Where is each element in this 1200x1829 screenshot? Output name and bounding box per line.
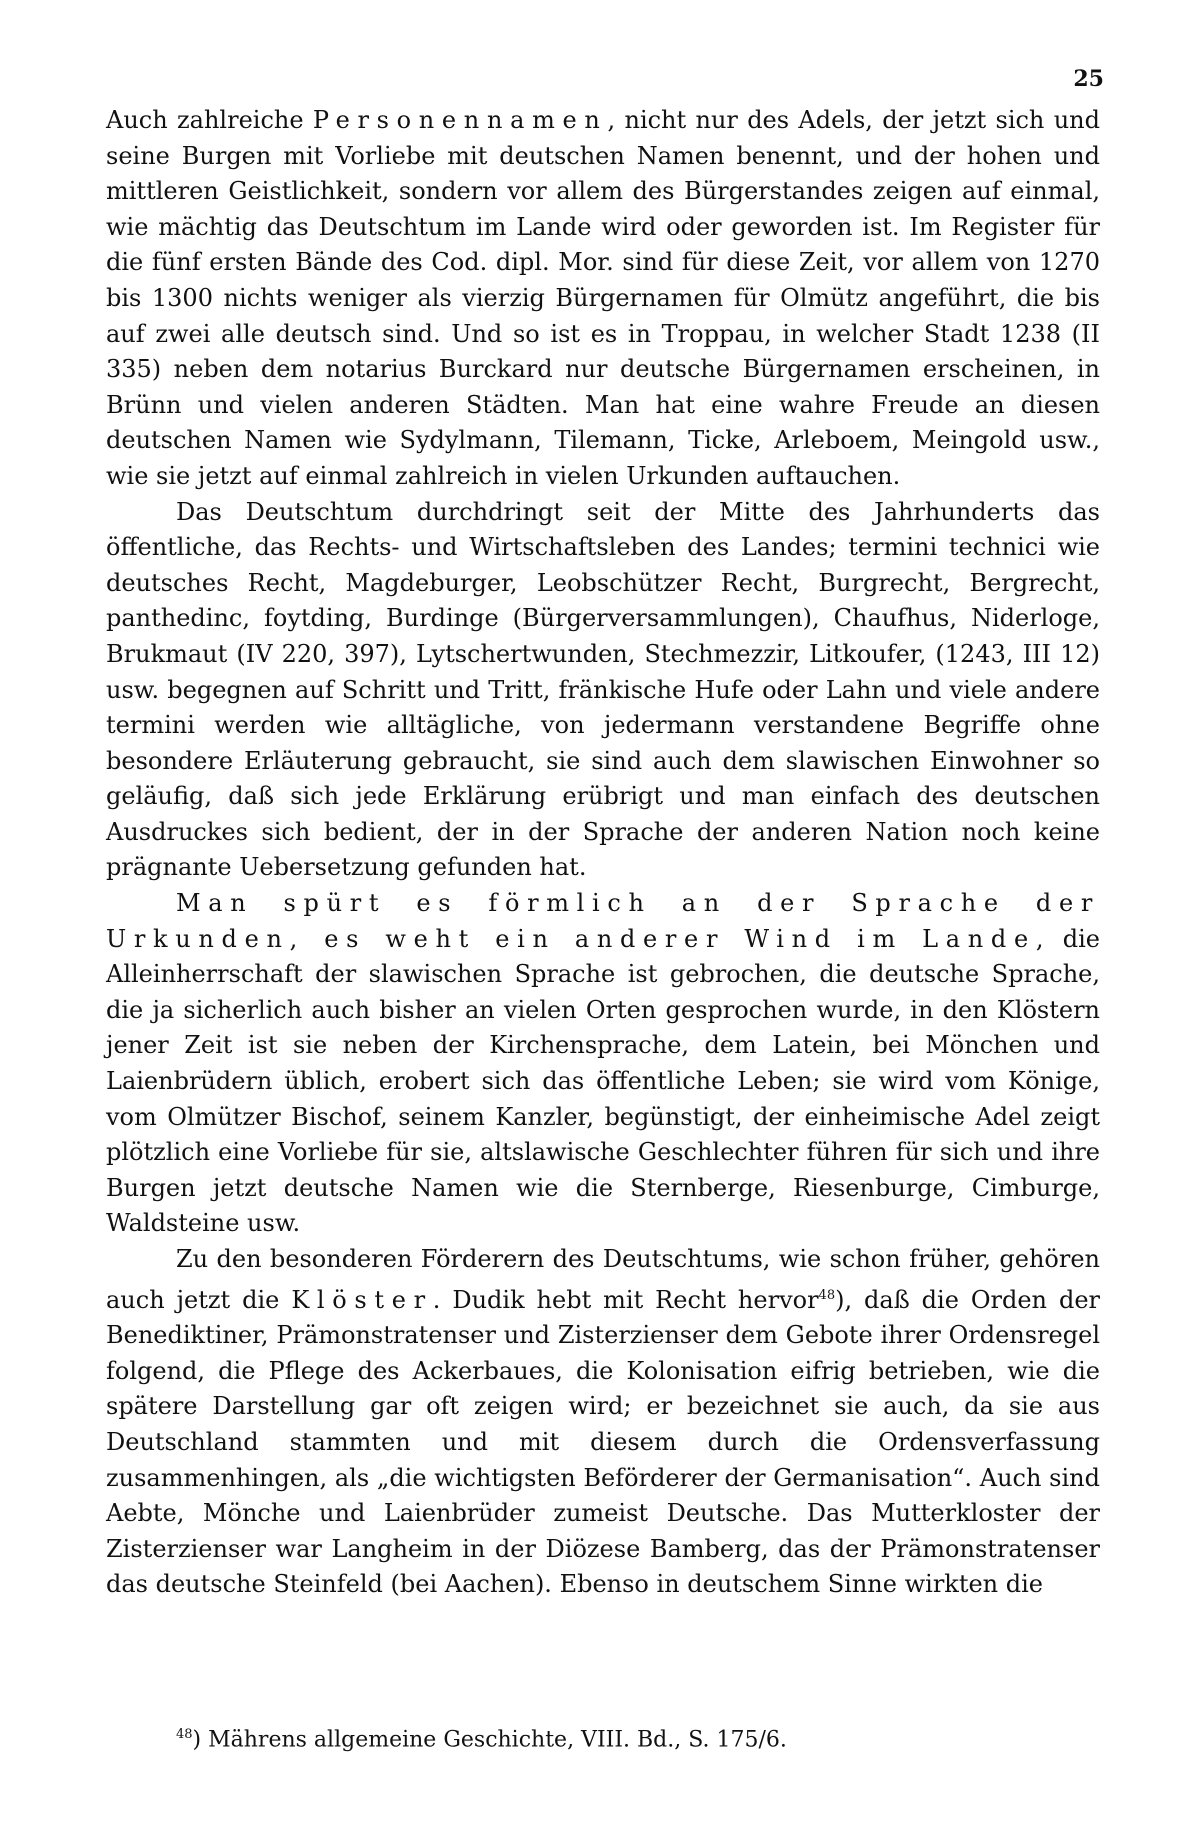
emphasized-term: Personennamen [312,106,608,134]
body-text [106,103,1100,1603]
footnote [176,1720,1100,1755]
paragraph-1-text-rest: , nicht nur des Adels, der jetzt sich und seine Burgen mit Vorliebe mit deutschen Namen benennt, und der hohen und mittleren Geistlichkeit, sondern vor allem des Bürgerstandes zeigen auf einmal, wie mächtig das Deutschtum im Lande wird oder geworden ist. Im Register für die fünf ersten Bände des Cod. dipl. Mor. sind für diese Zeit, vor allem von 1270 bis 1300 nichts weniger als vierzig Bürgernamen für Olmütz angeführt, die bis auf zwei alle deutsch sind. Und so ist es in Troppau, in welcher Stadt 1238 (II 335) neben dem notarius Burckard nur deutsche Bürgernamen erscheinen, in Brünn und vielen anderen Städten. Man hat eine wahre Freude an diesen deutschen Namen wie Sydylmann, Tilemann, Ticke, Arleboem, Meingold usw., wie sie jetzt auf einmal zahlreich in vielen Urkunden auftauchen. [106,106,1100,490]
footnote-text: ) Mährens allgemeine Geschichte, VIII. Bd., S. 175/6. [192,1727,787,1753]
paragraph-3-text-rest: die Alleinherrschaft der slawischen Sprache ist gebrochen, die deutsche Sprache, die ja sicherlich auch bisher an vielen Orten gesprochen wurde, in den Klöstern jener Zeit ist sie neben der Kirchensprache, dem Latein, bei Mönchen und Laienbrüdern üblich, erobert sich das öffentliche Leben; sie wird vom Könige, vom Olmützer Bischof, seinem Kanzler, begünstigt, der einheimische Adel zeigt plötzlich eine Vorliebe für sie, altslawische Geschlechter führen für sich und ihre Burgen jetzt deutsche Namen wie die Sternberge, Riesenburge, Cimburge, Waldsteine usw. [106,924,1100,1238]
paragraph-kloester [106,1242,1100,1603]
paragraph-deutschtum [106,495,1100,887]
emphasized-term: Klöster [291,1285,433,1314]
footnote-area [106,1720,1100,1755]
paragraph-1-text-start: Auch zahlreiche [106,106,313,134]
footnote-marker: 48 [176,1727,193,1742]
page-number: 25 [1073,66,1104,92]
footnote-reference[interactable]: 48 [818,1287,836,1303]
paragraph-4-text-start: Zu den besonderen Förderern des Deutschtums, wie schon früher, gehören auch jetzt die [106,1245,1100,1314]
paragraph-4-text-middle: . Dudik hebt mit Recht hervor [432,1285,819,1314]
paragraph-2-text: Das Deutschtum durchdringt seit der Mitte des Jahrhunderts das öffentliche, das Rechts- und Wirtschaftsleben des Landes; termini technici wie deutsches Recht, Magdeburger, Leobschützer Recht, Burgrecht, Bergrecht, panthedinc, foytding, Burdinge (Bürgerversammlungen), Chaufhus, Niderloge, Brukmaut (IV 220, 397), Lytschertwunden, Stechmezzir, Litkoufer, (1243, III 12) usw. begegnen auf Schritt und Tritt, fränkische Hufe oder Lahn und viele andere termini werden wie alltägliche, von jedermann verstandene Begriffe ohne besondere Erläuterung gebraucht, sie sind auch dem slawischen Einwohner so geläufig, daß sich jede Erklärung erübrigt und man einfach des deutschen Ausdruckes sich bedient, der in der Sprache der anderen Nation noch keine prägnante Uebersetzung gefunden hat. [106,497,1100,882]
paragraph-personennamen [106,103,1100,495]
emphasized-sentence: Man spürt es förmlich an der Sprache der Urkunden, es weht ein anderer Wind im Lande, [106,889,1100,953]
paragraph-4-text-rest: ), daß die Orden der Benediktiner, Prämonstratenser und Zisterzienser dem Gebote ihrer Ordensregel folgend, die Pflege des Ackerbaues, die Kolonisation eifrig betrieben, wie die spätere Darstellung gar oft zeigen wird; er bezeichnet sie auch, da sie aus Deutschland stammten und mit diesem durch die Ordensverfassung zusammenhingen, als „die wichtigsten Beförderer der Germanisation“. Auch sind Aebte, Mönche und Laienbrüder zumeist Deutsche. Das Mutterkloster der Zisterzienser war Langheim in der Diözese Bamberg, das der Prämonstratenser das deutsche Steinfeld (bei Aachen). Ebenso in deutschem Sinne wirkten die [106,1285,1100,1599]
paragraph-sprache [106,886,1100,1242]
